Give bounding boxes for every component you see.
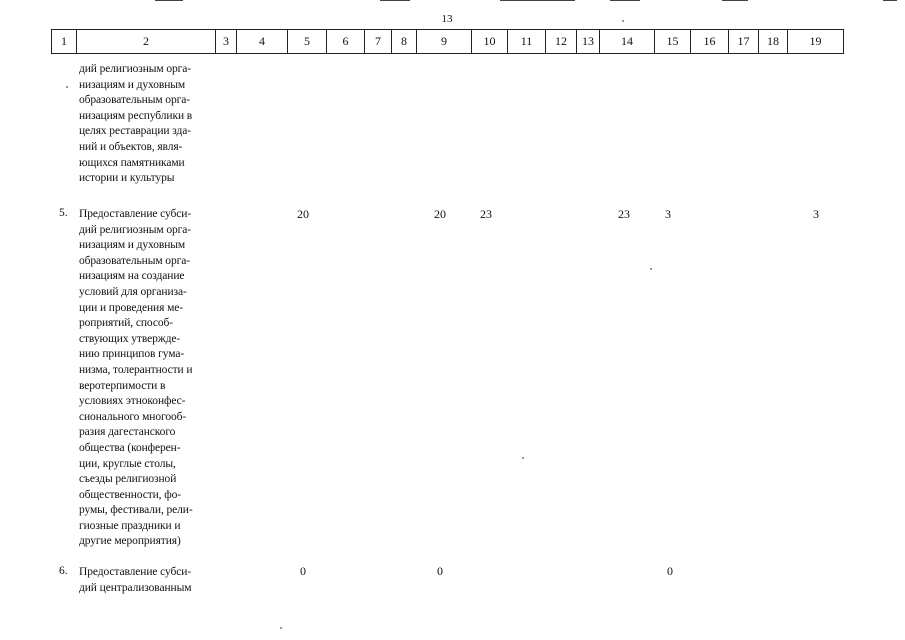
- header-cell: 9: [417, 30, 472, 53]
- value-col-5: 0: [300, 564, 306, 578]
- value-col-9: 20: [434, 207, 446, 221]
- value-col-9: 0: [437, 564, 443, 578]
- header-cell: 13: [577, 30, 600, 53]
- header-cell: 8: [392, 30, 417, 53]
- header-cell: 19: [788, 30, 844, 53]
- header-cell: 11: [508, 30, 546, 53]
- scan-speck: [622, 20, 624, 22]
- header-cell: 12: [546, 30, 577, 53]
- header-cell: 4: [237, 30, 288, 53]
- value-col-15: 3: [665, 207, 671, 221]
- scan-speck: [280, 627, 282, 629]
- scan-speck: [66, 86, 68, 88]
- value-col-14: 23: [618, 207, 630, 221]
- row-description: Предоставление субси- дий централизованным: [79, 566, 192, 594]
- header-cell: 14: [600, 30, 655, 53]
- row-number: 5.: [59, 207, 68, 219]
- header-cell: 17: [729, 30, 759, 53]
- header-cell: 1: [52, 30, 77, 53]
- scan-speck: [650, 268, 652, 270]
- header-cell: 6: [327, 30, 365, 53]
- column-header-row: [51, 29, 844, 54]
- header-cell: 10: [472, 30, 508, 53]
- value-col-15: 0: [667, 564, 673, 578]
- scan-speck: [522, 457, 524, 459]
- row-number: 6.: [59, 565, 68, 577]
- value-col-5: 20: [297, 207, 309, 221]
- value-col-19: 3: [813, 207, 819, 221]
- header-cell: 7: [365, 30, 392, 53]
- value-col-10: 23: [480, 207, 492, 221]
- row-description: Предоставление субси- дий религиозным орга- низациям и духовным образовательным орга- низациям на создание условий для организа- ции и проведения ме- роприятий, способ- ствующих утвержде- нию принципов гума- низма, толерантности и веротерпимости в условиях этноконфес- сионального многооб- разия дагестанского общества (конферен- ции, круглые столы, съезды религиозной общественности, фо- румы, фестивали, рели- гиозные праздники и другие мероприятия): [79, 208, 193, 548]
- header-cell: 5: [288, 30, 327, 53]
- header-cell: 16: [691, 30, 729, 53]
- header-cell: 15: [655, 30, 691, 53]
- page-number: 13: [441, 13, 453, 25]
- header-cell: 2: [77, 30, 216, 53]
- row-description: дий религиозным орга- низациям и духовным образовательным орга- низациям республики в целях реставрации зда- ний и объектов, явля- ющихся памятниками истории и культуры: [79, 63, 193, 185]
- header-cell: 3: [216, 30, 237, 53]
- header-cell: 18: [759, 30, 788, 53]
